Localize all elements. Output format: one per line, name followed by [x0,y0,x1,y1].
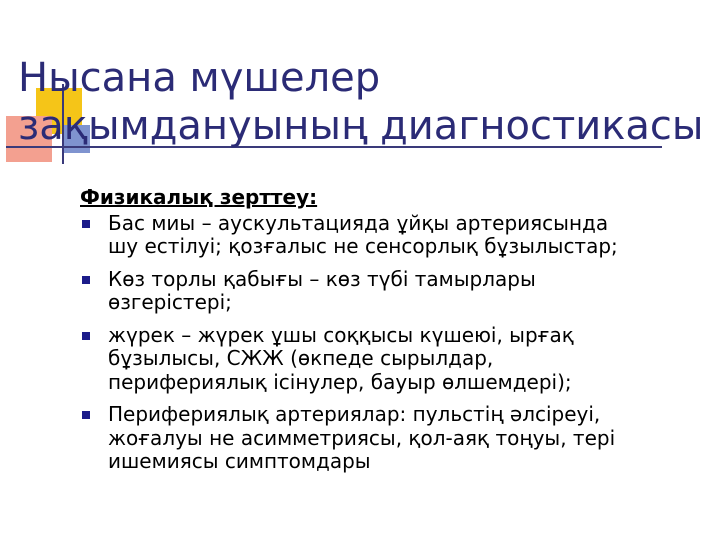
square-bullet-icon [82,411,90,419]
bullet-item [80,324,640,395]
slide-body [80,186,640,483]
square-bullet-icon [82,332,90,340]
bullet-text: Перифериялық артериялар: пульстің әлсіреуі, жоғалуы не асимметриясы, қол-аяқ тоңуы, тері ишемиясы симптомдары [108,402,616,473]
section-heading: Физикалық зерттеу: [80,185,318,209]
bullet-text: жүрек – жүрек ұшы соққысы күшеюі, ырғақ бұзылысы, СЖЖ (өкпеде сырылдар, перифериялық ісінулер, бауыр өлшемдері); [108,322,574,394]
bullet-text: Бас миы – аускультацияда ұйқы артериясында шу естілуі; қозғалыс не сенсорлық бұзылыстар; [108,210,618,258]
square-bullet-icon [82,276,90,284]
square-bullet-icon [82,220,90,228]
slide-title [18,54,708,150]
bullet-item [80,212,640,259]
slide-title-line-2: зақымдануының диагностикасы [18,103,704,149]
bullet-item [80,403,640,474]
slide-title-line-1: Нысана мүшелер [18,55,381,101]
bullet-item [80,268,640,315]
bullet-text: Көз торлы қабығы – көз түбі тамырлары өзгерістері; [108,266,536,314]
bullet-list [80,212,640,474]
